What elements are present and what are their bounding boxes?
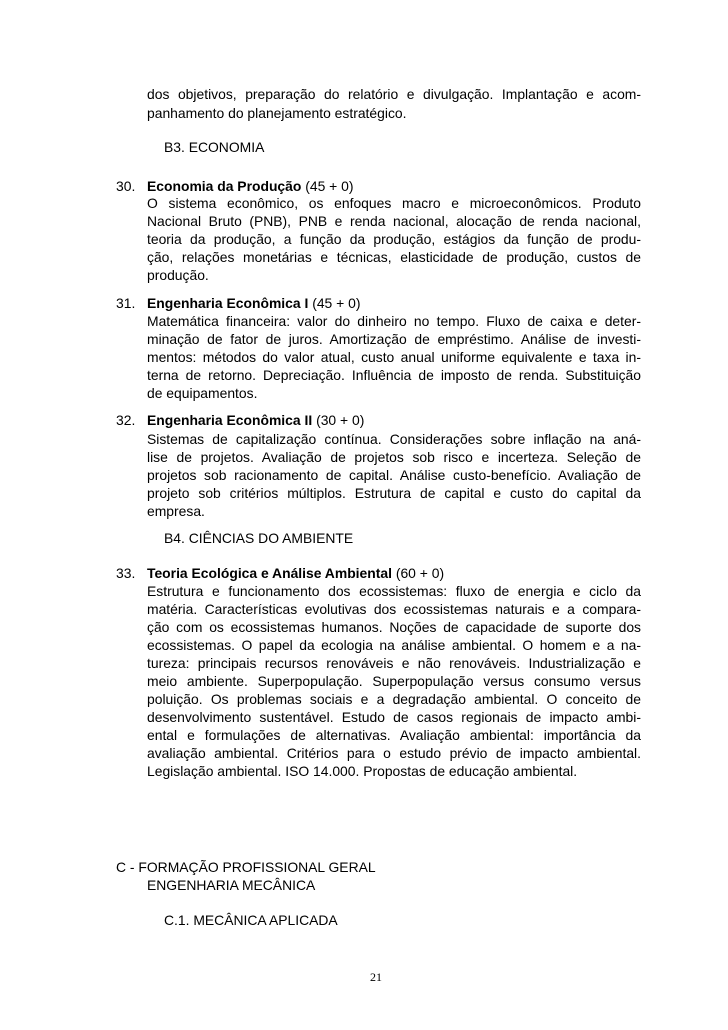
- item-number: 33.: [116, 565, 136, 581]
- item-number: 31.: [116, 295, 136, 311]
- item-title-line: [147, 177, 354, 195]
- item-description-line: Sistemas de capitalização contínua. Considerações sobre inflação na aná-: [147, 431, 641, 447]
- item-description-line: O sistema econômico, os enfoques macro e microeconômicos. Produto: [147, 195, 641, 211]
- item-description-line: tureza: principais recursos renováveis e não renováveis. Industrialização e: [147, 655, 641, 671]
- item-description-line: meio ambiente. Superpopulação. Superpopulação versus consumo versus: [147, 673, 641, 689]
- item-description-line: empresa.: [147, 503, 205, 519]
- item-description-line: Legislação ambiental. ISO 14.000. Propostas de educação ambiental.: [147, 763, 578, 779]
- item-title: Engenharia Econômica I: [147, 295, 309, 311]
- item-hours: (30 + 0): [316, 412, 365, 428]
- section-heading-b4: B4. CIÊNCIAS DO AMBIENTE: [164, 530, 354, 546]
- section-heading-b3: B3. ECONOMIA: [164, 139, 265, 155]
- item-description-line: desenvolvimento sustentável. Estudo de casos regionais de impacto ambi-: [147, 709, 641, 725]
- item-description-line: ental e formulações de alternativas. Avaliação ambiental: importância da: [147, 727, 641, 743]
- page-number: 21: [370, 970, 382, 984]
- intro-line: dos objetivos, preparação do relatório e divulgação. Implantação e acom-: [147, 86, 641, 102]
- subsection-heading: C.1. MECÂNICA APLICADA: [164, 912, 338, 928]
- item-description-line: terna de retorno. Depreciação. Influência de imposto de renda. Substituição: [147, 367, 641, 383]
- item-title-line: [147, 294, 360, 312]
- item-number: 30.: [116, 178, 136, 194]
- section-heading-c: C - FORMAÇÃO PROFISSIONAL GERAL: [116, 859, 376, 875]
- item-number: 32.: [116, 412, 136, 428]
- item-description-line: projetos sob racionamento de capital. Análise custo-benefício. Avaliação de: [147, 467, 641, 483]
- item-description-line: projeto sob critérios múltiplos. Estrutura de capital e custo do capital da: [147, 485, 641, 501]
- item-title: Economia da Produção: [147, 178, 302, 194]
- item-description-line: matéria. Características evolutivas dos ecossistemas naturais e a compara-: [147, 601, 641, 617]
- item-title-line: [147, 411, 364, 429]
- item-hours: (45 + 0): [305, 178, 354, 194]
- item-description-line: de equipamentos.: [147, 385, 258, 401]
- item-description-line: Estrutura e funcionamento dos ecossistemas: fluxo de energia e ciclo da: [147, 583, 641, 599]
- item-description-line: ção com os ecossistemas humanos. Noções de capacidade de suporte dos: [147, 619, 641, 635]
- item-title: Engenharia Econômica II: [147, 412, 313, 428]
- item-description-line: mentos: métodos do valor atual, custo anual uniforme equivalente e taxa in-: [147, 349, 641, 365]
- item-hours: (45 + 0): [312, 295, 361, 311]
- section-subheading: ENGENHARIA MECÂNICA: [147, 877, 316, 893]
- item-description-line: ecossistemas. O papel da ecologia na análise ambiental. O homem e a na-: [147, 637, 641, 653]
- item-title: Teoria Ecológica e Análise Ambiental: [147, 565, 392, 581]
- item-description-line: teoria da produção, a função da produção, estágios da função de produ-: [147, 231, 641, 247]
- item-description-line: avaliação ambiental. Critérios para o estudo prévio de impacto ambiental.: [147, 745, 641, 761]
- item-description-line: minação de fator de juros. Amortização de empréstimo. Análise de investi-: [147, 331, 641, 347]
- item-description-line: Nacional Bruto (PNB), PNB e renda nacional, alocação de renda nacional,: [147, 213, 641, 229]
- item-description-line: produção.: [147, 267, 209, 283]
- item-hours: (60 + 0): [395, 565, 445, 581]
- item-description-line: poluição. Os problemas sociais e a degradação ambiental. O conceito de: [147, 691, 641, 707]
- item-description-line: ção, relações monetárias e técnicas, elasticidade de produção, custos de: [147, 249, 641, 265]
- item-description-line: lise de projetos. Avaliação de projetos sob risco e incerteza. Seleção de: [147, 449, 641, 465]
- item-title-line: [147, 564, 444, 582]
- item-description-line: Matemática financeira: valor do dinheiro no tempo. Fluxo de caixa e deter-: [147, 313, 641, 329]
- intro-line: panhamento do planejamento estratégico.: [147, 105, 407, 121]
